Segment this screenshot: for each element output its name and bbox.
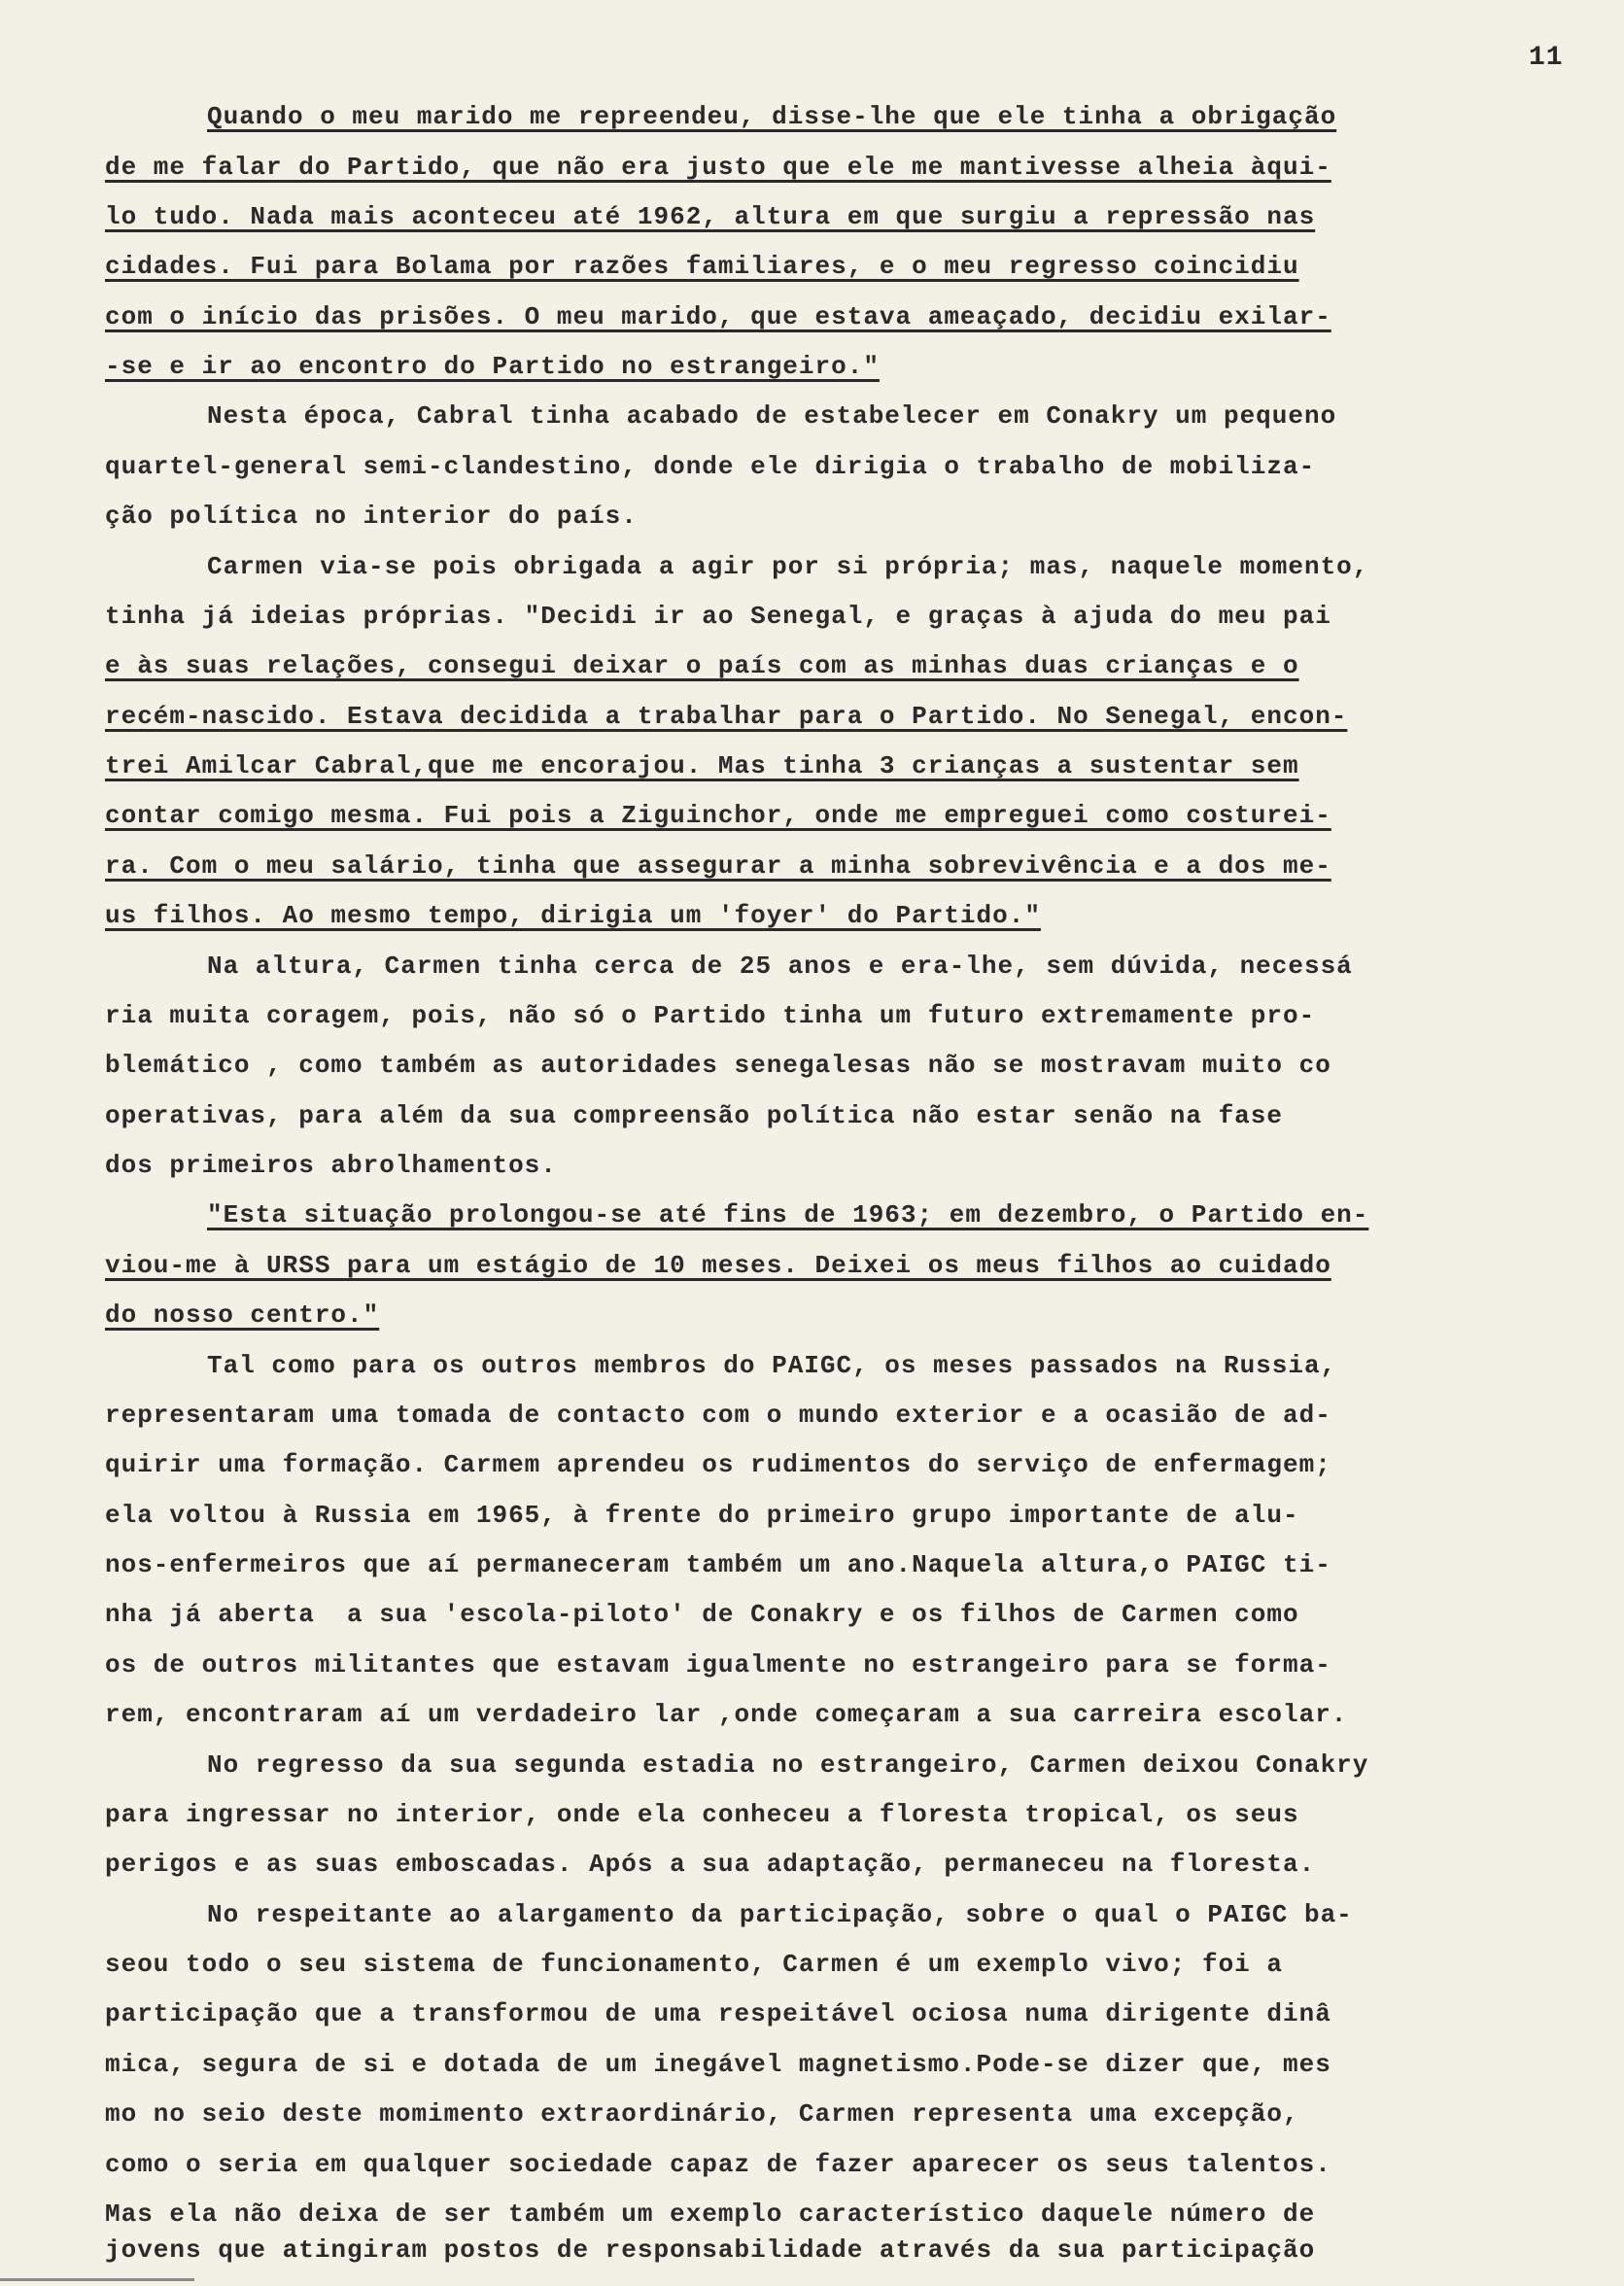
text-line: como o seria em qualquer sociedade capaz de fazer aparecer os seus talentos. [105, 2150, 1331, 2179]
text-line: recém-nascido. Estava decidida a trabalhar para o Partido. No Senegal, encon- [105, 702, 1348, 731]
text-line: Nesta época, Cabral tinha acabado de estabelecer em Conakry um pequeno [207, 401, 1337, 431]
text-line: representaram uma tomada de contacto com o mundo exterior e a ocasião de ad- [105, 1401, 1331, 1430]
text-line: nha já aberta a sua 'escola-piloto' de Conakry e os filhos de Carmen como [105, 1600, 1299, 1629]
text-line: trei Amilcar Cabral,que me encorajou. Mas tinha 3 crianças a sustentar sem [105, 751, 1299, 780]
text-line: de me falar do Partido, que não era justo que ele me mantivesse alheia àqui- [105, 153, 1331, 182]
bottom-edge-mark [0, 2278, 194, 2281]
text-line: ra. Com o meu salário, tinha que assegurar a minha sobrevivência e a dos me- [105, 851, 1331, 881]
text-line: ela voltou à Russia em 1965, à frente do primeiro grupo importante de alu- [105, 1501, 1299, 1530]
text-line: seou todo o seu sistema de funcionamento, Carmen é um exemplo vivo; foi a [105, 1950, 1283, 1979]
text-line: mo no seio deste momimento extraordinário, Carmen representa uma excepção, [105, 2099, 1299, 2129]
text-line: Na altura, Carmen tinha cerca de 25 anos e era-lhe, sem dúvida, necessá [207, 952, 1353, 981]
text-line: para ingressar no interior, onde ela conheceu a floresta tropical, os seus [105, 1800, 1299, 1829]
page-number: 11 [1529, 43, 1564, 73]
text-line: "Esta situação prolongou-se até fins de 1963; em dezembro, o Partido en- [207, 1200, 1369, 1230]
text-line: us filhos. Ao mesmo tempo, dirigia um 'foyer' do Partido." [105, 901, 1041, 930]
text-line: Mas ela não deixa de ser também um exemplo característico daquele número de [105, 2199, 1316, 2229]
text-line: Tal como para os outros membros do PAIGC, os meses passados na Russia, [207, 1351, 1337, 1380]
text-line: quartel-general semi-clandestino, donde ele dirigia o trabalho de mobiliza- [105, 452, 1316, 481]
text-line: quirir uma formação. Carmem aprendeu os rudimentos do serviço de enfermagem; [105, 1450, 1331, 1479]
text-line: operativas, para além da sua compreensão política não estar senão na fase [105, 1101, 1283, 1130]
text-line: do nosso centro." [105, 1300, 380, 1330]
text-line: No respeitante ao alargamento da participação, sobre o qual o PAIGC ba- [207, 1900, 1353, 1929]
text-line: ção política no interior do país. [105, 502, 638, 531]
text-line: blemático , como também as autoridades senegalesas não se mostravam muito co [105, 1051, 1331, 1080]
text-line: jovens que atingiram postos de responsabilidade através da sua participação [105, 2235, 1316, 2265]
text-line: Carmen via-se pois obrigada a agir por si própria; mas, naquele momento, [207, 552, 1369, 581]
text-line: tinha já ideias próprias. "Decidi ir ao Senegal, e graças à ajuda do meu pai [105, 602, 1331, 631]
text-line: mica, segura de si e dotada de um inegável magnetismo.Pode-se dizer que, mes [105, 2050, 1331, 2079]
text-line: os de outros militantes que estavam igualmente no estrangeiro para se forma- [105, 1650, 1331, 1680]
text-line: ria muita coragem, pois, não só o Partido tinha um futuro extremamente pro- [105, 1001, 1316, 1030]
text-line: rem, encontraram aí um verdadeiro lar ,onde começaram a sua carreira escolar. [105, 1700, 1348, 1729]
text-line: cidades. Fui para Bolama por razões familiares, e o meu regresso coincidiu [105, 252, 1299, 281]
text-line: dos primeiros abrolhamentos. [105, 1151, 557, 1180]
text-line: Quando o meu marido me repreendeu, disse-lhe que ele tinha a obrigação [207, 102, 1337, 131]
text-line: perigos e as suas emboscadas. Após a sua adaptação, permaneceu na floresta. [105, 1850, 1316, 1879]
text-line: nos-enfermeiros que aí permaneceram também um ano.Naquela altura,o PAIGC ti- [105, 1550, 1331, 1579]
text-line: lo tudo. Nada mais aconteceu até 1962, altura em que surgiu a repressão nas [105, 202, 1316, 231]
text-line: -se e ir ao encontro do Partido no estrangeiro." [105, 352, 880, 381]
text-line: contar comigo mesma. Fui pois a Ziguinchor, onde me empreguei como costurei- [105, 801, 1331, 830]
text-line: com o início das prisões. O meu marido, que estava ameaçado, decidiu exilar- [105, 302, 1331, 331]
text-line: No regresso da sua segunda estadia no estrangeiro, Carmen deixou Conakry [207, 1750, 1369, 1780]
text-line: participação que a transformou de uma respeitável ociosa numa dirigente dinâ [105, 1999, 1331, 2028]
text-line: viou-me à URSS para um estágio de 10 meses. Deixei os meus filhos ao cuidado [105, 1251, 1331, 1280]
text-line: e às suas relações, consegui deixar o país com as minhas duas crianças e o [105, 651, 1299, 680]
